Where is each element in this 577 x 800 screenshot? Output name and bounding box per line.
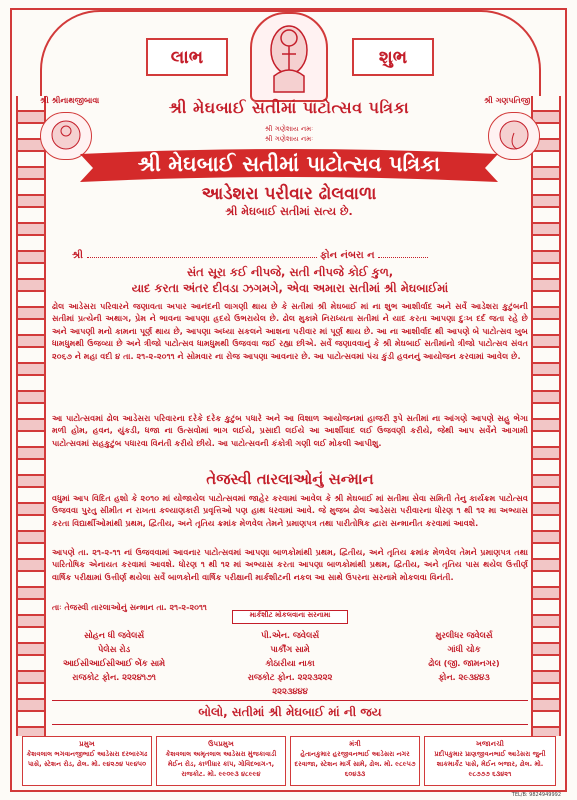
jeweller-3-line4: ફોન. ૨૯૩૪૪૩: [438, 672, 490, 682]
secretary-role: મંત્રી: [349, 739, 361, 748]
closing-line: બોલો, સતીમાં શ્રી મેઘબાઈ માં ની જય: [52, 700, 528, 725]
jeweller-3-name: મુરલીધર જવેલર્સ: [435, 630, 493, 640]
treasurer-role: ખજાનચી: [476, 739, 504, 748]
jeweller-3-line3: ઢોલ (જી. જામનગર): [428, 658, 500, 668]
labh-text: લાભ: [170, 46, 204, 68]
honor-heading: તેજસ્વી તારલાઓનું સન્માન: [206, 470, 374, 488]
addressee-line: [72, 250, 512, 261]
jeweller-1-line3: આઈસીઆઈસીઆઈ બેંક સામે: [63, 658, 165, 668]
left-deity-label: શ્રી શ્રીનાથજીબાવા: [40, 96, 100, 105]
deity-icon: [252, 14, 326, 100]
treasurer-details: પ્રદીપકુમાર પ્રાણજીવનભાઈ આડેસરા જુની શાકમાર્કેટ પાસે, મેઈન બજાર, ઢોલ. મો. ૯૮૭૭૭ ૬૩૪૨૧: [434, 750, 546, 778]
invite-section: [52, 412, 528, 449]
family-name: આડેશરા પરીવાર ઢોલવાળા: [201, 184, 377, 204]
jeweller-2-line2: પાર્કીંગ સામે: [270, 644, 310, 654]
jeweller-1-name: સોહન ધી જવેલર્સ: [83, 630, 144, 640]
slogan-line-2: યાદ કરતા અંતર દીવડા ઝગમગે, એવા અમારા સતીમાં શ્રી મેઘબાઈમાં: [131, 281, 449, 295]
page-title: શ્રી મેઘબાઈ સતીમાં પાટોત્સવ પત્રિકા: [168, 98, 410, 117]
marksheet-section: [52, 546, 528, 583]
president-details: કેશવલાલ ભગવાનજીભાઈ આડેસરા દરબારગઢ પાસે, સ્ટેશન રોડ, ઢોલ. મો. ૯૪૨૭૪ ૫૯૪૫૦: [26, 750, 148, 768]
jeweller-2-line5: ૨૨૨૩૪૪૪: [272, 686, 308, 696]
print-number: TEL/B: 9824949992: [511, 792, 561, 798]
date-line: તાઃ તેજસ્વી તારલાઓનું સન્માન તા. ૨૧-૨-૨૦૧૧: [52, 603, 207, 612]
family-subtitle: શ્રી મેઘબાઈ સતીમાં સત્ય છે.: [225, 205, 353, 218]
jeweller-3-line2: ગાંધી ચોક: [447, 644, 481, 654]
paragraph-2: આ પાટોત્સવમાં ઢોલ આડેસરા પરિવારના દરેકે દરેક કુટુંબ પધારે અને આ વિશાળ આયોજનમાં હાજરી રૂપે સતીમાં ના આંગણે આપણે સહુ ભેગા મળી હોમ, હવન, યુંકડી, ધજા ના ઉત્સવોમાં ભાગ લઈયે, પ્રસાદી લઈયે આ આર્શીવાદ લઈ ઉજવણી કરીયે, જેથી આપ સર્વેને આગામી પાટોત્સવમાં સહકુટુંબ પધારવા વિનંતી કરીયે છીયે. આ પાટોત્સવની કંકોત્રી ગણી લઈ મોકલી આપીશુ.: [52, 413, 528, 448]
jeweller-2-line4: રાજકોટ ફોન. ૨૨૨૩૨૨૨: [247, 672, 333, 682]
jeweller-2: [230, 628, 350, 698]
center-deity-image: [250, 12, 328, 102]
committee-president: [22, 736, 152, 786]
right-pillar: [531, 96, 561, 736]
vice-president-role: ઉપપ્રમુખ: [208, 739, 234, 748]
right-deity-label: શ્રી ગણપતિજી: [484, 96, 531, 105]
shubh-text: શુભ: [378, 46, 408, 68]
jeweller-1-line4: રાજકોટ ફોન. ૨૨૨૪૧૭૧: [72, 672, 156, 682]
secretary-details: હેતાનકુમાર હરજીવનભાઈ આડેસરા નગર દરવાજા, સ્ટેશન માર્ગ સામે, ઢોલ. મો. ૯૮૯૫૭ ૬૦૪૩૩: [294, 750, 416, 778]
paragraph-3: વધુમાં આપ વિદિત હશો કે ૨૦૧૦ માં યોજાયેલ પાટોત્સવમાં જાહેર કરવામાં આવેલ કે શ્રી મેઘબાઈ માં સતીમા સેવા સમિતી તેનુ કાર્યક્રમ પાટોત્સવ ઉજવવા પુરતુ સીમીત ન રાખતા કલ્યાણકારી પ્રવૃત્તિઓ પણ હાથ ધરવામાં આવે. જે મુજબ ઢોલ આડેસરા પરીવારના ધોરણ ૧ થી ૧૨ મા અભ્યાસ કરતા વિદ્યાર્થીઓમાંથી પ્રથમ, દ્વિતીય, અને તૃતિય ક્રમાંક મેળવેલ તેમને પ્રમાણપત્ર તથા પારીતોષિક દ્વારા સન્માનીત કરવામાં આવશે.: [52, 493, 528, 528]
number-label: ફોન નંબરા ન: [319, 250, 375, 261]
committee-treasurer: [424, 736, 556, 786]
committee-vice-president: [156, 736, 286, 786]
paragraph-1: ઢોલ આડેસરા પરિવારને જણાવતા અપાર આનંદની લાગણી થાય છે કે સતીમાં શ્રી મેઘબાઈ માં ના શુભ આશીર્વાદ અને સર્વે આડેશરા કુટુંબની સતીમાં પ્રત્યેની અથાગ, પ્રેમ ને ભાવના આપણા હ્રદયે ઉભરાયેલ છે. ઢોલ મુકામે નિરાધ્યતા સતીમાં ને યાદ કરતા આપણા દુઃખ દર્દ જતા રહે છે અને આપણી મનો કામના પૂર્ણ થાય છે, આપણા અધ્યા સકલને આશના પરીવાર માં પૂર્ણ થાય છે. આ ના આશીર્વાદ થી આપણે બે પાટોત્સવ ખુબ ધામધુમથી ઉજવ્યા છે અને ત્રીજો પાટોત્સવ ધામધુમથી ઉજવવા જઈ રહ્યા છીએ. સર્વે જણાવવાનું કે શ્રી મેઘબાઈ સતીમાંનો ત્રીજો પાટોત્સવ સંવત ૨૦૬૭ ને મહા વદી ૪ તા. ૨૧-૨-૨૦૧૧ ને સોમવાર ના રોજ આપણા આવનાર છે. આ પાટોત્સવમાં પંચ કુંડી હવનનું આયોજન કરવામાં આવેલ છે.: [52, 301, 528, 361]
labh-box: [146, 38, 228, 76]
vice-president-details: કેશવલાલ અમૃતલાલ આડેસરા મુંજકાવાડી મેઈન રોડ, કાળીધાર કાંપ, ગોવિંદબાગ-૧, રાજકોટ. મો. ૯૯૦૯૩ ૪૮૯૯૪: [165, 750, 277, 778]
jeweller-3: [404, 628, 524, 684]
jeweller-1-line2: પેલેસ રોડ: [97, 644, 131, 654]
committee-secretary: [290, 736, 420, 786]
shri-label: શ્રી: [72, 250, 84, 261]
addressee-blank: [87, 257, 317, 258]
intro-section: [52, 300, 528, 362]
jeweller-2-name: પી.એન. જવેલર્સ: [261, 630, 319, 640]
slogan: [52, 264, 528, 296]
jeweller-1: [54, 628, 174, 684]
invocation-1: શ્રી ગણેશાય નમઃ: [264, 125, 314, 133]
marksheet-label: માર્કશીટ મોકલવાના સરનામા: [232, 610, 348, 624]
left-pillar: [16, 96, 46, 736]
paragraph-4: આપણે તા. ૨૧-૨-૧૧ નાં ઉજવવામાં આવનાર પાટોત્સવમાં આપણા બાળકોમાંથી પ્રથમ, દ્વિતીય, અને તૃતિય ક્રમાંક મેળવેલ તેમને પ્રમાણપત્ર તથા પારિતોષિક એનાયત કરવામાં આવશે. ધોરણ ૧ થી ૧૨ માં અભ્યાસ કરતા આપણા બાળકોમાંથી પ્રથમ, દ્વિતીય, અને તૃતિય પાસ થયેલ ઉત્તીર્ણ વાર્ષિક પરીક્ષામાં ઉત્તીર્ણ થયેલા સર્વે બાળકોની વાર્ષિક પરીક્ષાની માર્કશીટની નકલ આ સાથે ઉપરના સરનામે મોકલવા વિનંતી.: [52, 547, 528, 582]
honor-section: [52, 492, 528, 529]
banner-title: શ્રી મેઘબાઈ સતીમાં પાટોત્સવ પત્રિકા: [137, 152, 441, 176]
president-role: પ્રમુખ: [79, 739, 95, 748]
number-blank: [378, 257, 428, 258]
jeweller-2-line3: કોઠારીયા નાકા: [265, 658, 315, 668]
slogan-line-1: સંત સૂરા કઈ નીપજે, સતી નીપજે કોઈ કુળ,: [186, 265, 394, 279]
shubh-box: [352, 38, 434, 76]
invocation-2: શ્રી ગણેશાય નમઃ: [264, 135, 314, 143]
